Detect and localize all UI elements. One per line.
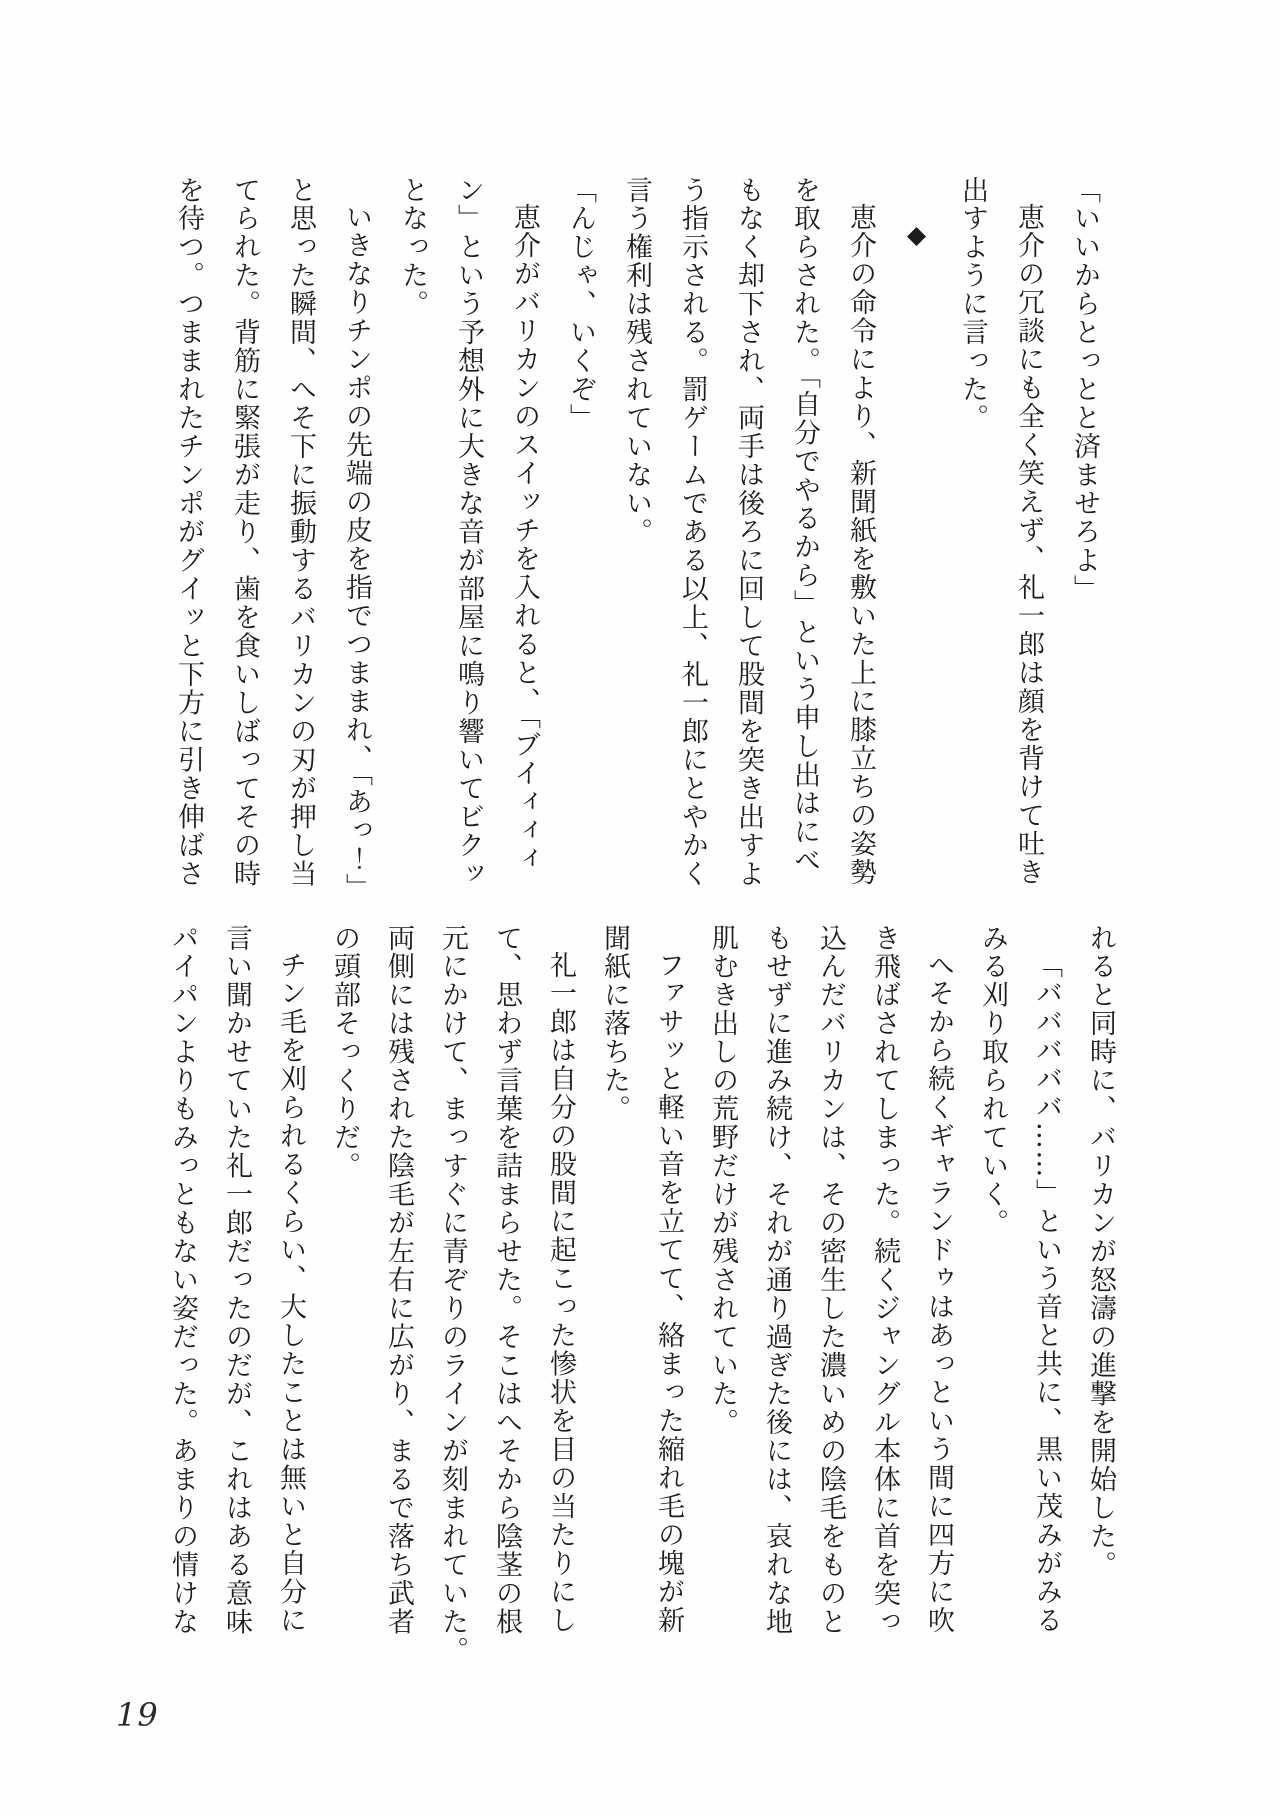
text-line: へそから続くギャランドゥはあっという間に四方に吹 — [923, 951, 954, 1635]
text-line: 「いいからとっとと済ませろよ」 — [1069, 176, 1100, 604]
text-line: てられた。背筋に緊張が走り、歯を食いしばってその時 — [229, 176, 260, 889]
text-line: いきなりチンポの先端の皮を指でつままれ、「あっ！」 — [341, 203, 372, 902]
text-line: と思った瞬間、へそ下に振動するバリカンの刃が押し当 — [285, 176, 316, 889]
text-line: き飛ばされてしまった。続くジャングル本体に首を突っ — [869, 924, 900, 1637]
text-line: パイパンよりもみっともない姿だった。あまりの情けな — [167, 924, 198, 1637]
text-line: もなく却下され、両手は後ろに回して股間を突き出すよ — [733, 176, 764, 889]
text-line: チン毛を刈られるくらい、大したことは無いと自分に — [275, 951, 306, 1635]
text-line: 恵介の冗談にも全く笑えず、礼一郎は顔を背けて吐き — [1013, 203, 1044, 887]
text-line: 恵介の命令により、新聞紙を敷いた上に膝立ちの姿勢 — [845, 203, 876, 887]
section-divider: ◆ — [902, 220, 931, 249]
text-line: 「んじゃ、いくぞ」 — [565, 176, 596, 433]
text-line: う指示される。罰ゲームである以上、礼一郎にとやかく — [677, 176, 708, 889]
text-line: 元にかけて、まっすぐに青ぞりのラインが刻まれていた。 — [437, 924, 468, 1665]
text-line: 肌むき出しの荒野だけが残されていた。 — [707, 924, 738, 1437]
page-number: 19 — [116, 1696, 159, 1734]
text-tier-top — [160, 176, 1112, 902]
text-line: 恵介がバリカンのスイッチを入れると、「ブイィィィ — [509, 203, 540, 874]
text-line: 込んだバリカンは、その密生した濃いめの陰毛をものと — [815, 924, 846, 1637]
text-line: 言い聞かせていた礼一郎だったのだが、これはある意味 — [221, 924, 252, 1637]
text-line: もせずに進み続け、それが通り過ぎた後には、哀れな地 — [761, 924, 792, 1637]
text-line: 言う権利は残されていない。 — [621, 176, 652, 547]
text-line: の頭部そっくりだ。 — [329, 924, 360, 1181]
text-line: となった。 — [397, 176, 428, 319]
text-line: 出すように言った。 — [957, 176, 988, 433]
text-line: れると同時に、バリカンが怒濤の進撃を開始した。 — [1085, 924, 1116, 1580]
text-line: 「バババババ……」という音と共に、黒い茂みがみる — [1031, 951, 1062, 1635]
text-line: て、思わず言葉を詰まらせた。そこはへそから陰茎の根 — [491, 924, 522, 1637]
text-line: みる刈り取られていく。 — [977, 924, 1008, 1238]
text-line: ン」という予想外に大きな音が部屋に鳴り響いてビクッ — [453, 176, 484, 889]
text-tier-bottom — [155, 924, 1127, 1665]
text-line: 両側には残された陰毛が左右に広がり、まるで落ち武者 — [383, 924, 414, 1637]
text-line: 聞紙に落ちた。 — [599, 924, 630, 1124]
text-line: ファサッと軽い音を立てて、絡まった縮れ毛の塊が新 — [653, 951, 684, 1635]
text-line: を取らされた。「自分でやるから」という申し出はにべ — [789, 176, 820, 875]
text-line: を待つ。つままれたチンポがグイッと下方に引き伸ばさ — [173, 176, 204, 889]
text-line: 礼一郎は自分の股間に起こった惨状を目の当たりにし — [545, 951, 576, 1635]
